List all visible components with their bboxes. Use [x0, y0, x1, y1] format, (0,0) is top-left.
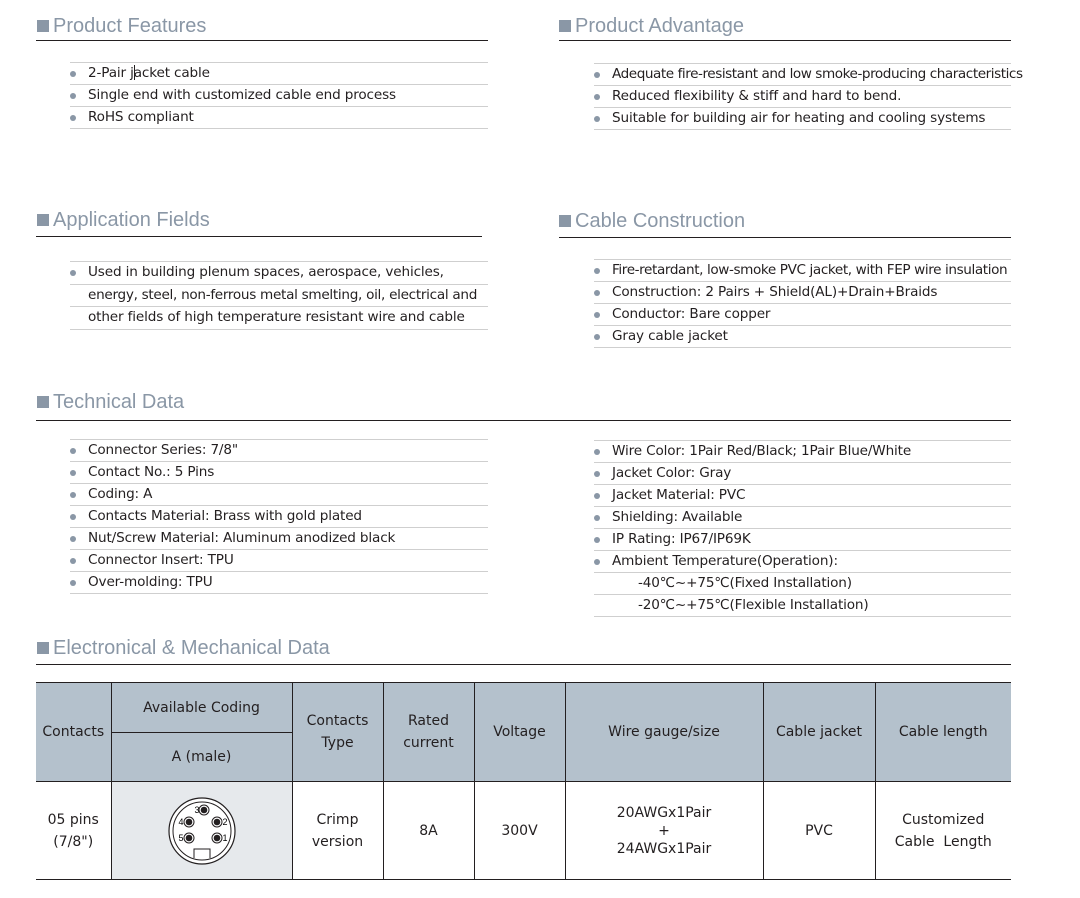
- section-rule: [36, 40, 488, 41]
- section-rule: [36, 664, 1011, 665]
- section-rule: [36, 236, 482, 237]
- bullet-icon: [594, 290, 600, 296]
- list-item: Gray cable jacket: [594, 326, 1011, 348]
- bullet-icon: [70, 580, 76, 586]
- bullet-icon: [594, 493, 600, 499]
- table-row: [36, 782, 1011, 880]
- header-wire-gauge: Wire gauge/size: [565, 683, 763, 782]
- list-item: Jacket Color: Gray: [594, 463, 1011, 485]
- header-contacts-type: Contacts Type: [292, 683, 383, 782]
- pin-3: [199, 805, 209, 815]
- cell-pin-diagram: [111, 782, 292, 880]
- list-item: Single end with customized cable end process: [70, 85, 488, 107]
- bullet-icon: [594, 471, 600, 477]
- connector-pinout-icon: [167, 796, 237, 866]
- bullet-icon: [594, 116, 600, 122]
- electrical-mechanical-table: [36, 682, 1011, 880]
- pin-label-1: 1: [221, 832, 228, 843]
- header-contacts: Contacts: [36, 683, 111, 782]
- technical-data-left-list: [70, 439, 488, 594]
- list-item: Shielding: Available: [594, 507, 1011, 529]
- cell-cable-jacket: PVC: [763, 782, 875, 880]
- list-item: Ambient Temperature(Operation):: [594, 551, 1011, 573]
- bullet-icon: [70, 270, 76, 276]
- bullet-icon: [594, 515, 600, 521]
- cell-contacts-type: Crimp version: [292, 782, 383, 880]
- bullet-icon: [594, 559, 600, 565]
- bullet-icon: [70, 492, 76, 498]
- list-item: Nut/Screw Material: Aluminum anodized black: [70, 528, 488, 550]
- section-title-product-features: Product Features: [37, 14, 206, 38]
- list-sub-item: -20℃~+75℃(Flexible Installation): [594, 595, 1011, 617]
- bullet-icon: [70, 448, 76, 454]
- list-item: Contacts Material: Brass with gold plated: [70, 506, 488, 528]
- list-item: [70, 63, 488, 85]
- section-rule: [36, 420, 1011, 421]
- list-item: Fire-retardant, low-smoke PVC jacket, with FEP wire insulation: [594, 260, 1011, 282]
- application-fields-list: [70, 261, 488, 330]
- bullet-icon: [70, 93, 76, 99]
- section-square-icon: [37, 214, 49, 226]
- bullet-icon: [594, 312, 600, 318]
- cell-cable-length: Customized Cable Length: [875, 782, 1011, 880]
- pin-4: [184, 817, 194, 827]
- list-item: RoHS compliant: [70, 107, 488, 129]
- product-advantage-list: [594, 63, 1023, 130]
- section-title-cable-construction: Cable Construction: [559, 209, 745, 233]
- section-title-electrical-mechanical: Electronical & Mechanical Data: [37, 636, 330, 660]
- list-item-continuation: energy, steel, non-ferrous metal smelting, oil, electrical and: [70, 285, 488, 308]
- list-item: Contact No.: 5 Pins: [70, 462, 488, 484]
- section-square-icon: [559, 20, 571, 32]
- list-item: Connector Insert: TPU: [70, 550, 488, 572]
- list-item-continuation: other fields of high temperature resistant wire and cable: [70, 307, 488, 330]
- list-item: Jacket Material: PVC: [594, 485, 1011, 507]
- feature-text-part1: 2-Pair j: [88, 65, 134, 81]
- bullet-icon: [70, 536, 76, 542]
- cell-contacts: 05 pins (7/8"): [36, 782, 111, 880]
- cell-rated-current: 8A: [383, 782, 474, 880]
- bullet-icon: [594, 268, 600, 274]
- header-cable-jacket: Cable jacket: [763, 683, 875, 782]
- bullet-icon: [70, 558, 76, 564]
- header-available-coding: Available Coding: [111, 683, 292, 733]
- list-item: Adequate fire-resistant and low smoke-producing characteristics: [594, 64, 1011, 86]
- header-voltage: Voltage: [474, 683, 565, 782]
- pin-5: [184, 833, 194, 843]
- list-item: IP Rating: IP67/IP69K: [594, 529, 1011, 551]
- header-coding-a-male: A (male): [111, 733, 292, 782]
- header-cable-length: Cable length: [875, 683, 1011, 782]
- cell-wire-gauge: 20AWGx1Pair + 24AWGx1Pair: [565, 782, 763, 880]
- cable-construction-list: [594, 259, 1011, 348]
- bullet-icon: [70, 470, 76, 476]
- header-rated-current: Rated current: [383, 683, 474, 782]
- bullet-icon: [70, 71, 76, 77]
- bullet-icon: [594, 72, 600, 78]
- pin-label-3: 3: [193, 804, 200, 815]
- list-item: Construction: 2 Pairs + Shield(AL)+Drain+Braids: [594, 282, 1011, 304]
- section-title-technical-data: Technical Data: [37, 390, 184, 414]
- bullet-icon: [594, 334, 600, 340]
- list-item: Conductor: Bare copper: [594, 304, 1011, 326]
- pin-label-2: 2: [221, 816, 228, 827]
- table-header-row: [36, 683, 1011, 733]
- bullet-icon: [594, 449, 600, 455]
- list-item: Used in building plenum spaces, aerospace, vehicles,: [70, 262, 488, 285]
- pin-label-4: 4: [177, 816, 184, 827]
- bullet-icon: [70, 514, 76, 520]
- section-title-product-advantage: Product Advantage: [559, 14, 744, 38]
- feature-text-part2: acket cable: [133, 65, 210, 81]
- list-item: Suitable for building air for heating and cooling systems: [594, 108, 1011, 130]
- technical-data-right-list: [594, 440, 1011, 617]
- section-title-application-fields: Application Fields: [37, 208, 210, 232]
- list-item: Coding: A: [70, 484, 488, 506]
- list-item: Connector Series: 7/8": [70, 440, 488, 462]
- section-square-icon: [37, 396, 49, 408]
- list-item: Reduced flexibility & stiff and hard to bend.: [594, 86, 1011, 108]
- pin-label-5: 5: [177, 832, 184, 843]
- section-rule: [559, 40, 1011, 41]
- section-square-icon: [37, 20, 49, 32]
- cell-voltage: 300V: [474, 782, 565, 880]
- list-item: Wire Color: 1Pair Red/Black; 1Pair Blue/White: [594, 441, 1011, 463]
- list-item: Over-molding: TPU: [70, 572, 488, 594]
- section-square-icon: [559, 215, 571, 227]
- list-sub-item: -40℃~+75℃(Fixed Installation): [594, 573, 1011, 595]
- section-square-icon: [37, 642, 49, 654]
- bullet-icon: [594, 537, 600, 543]
- bullet-icon: [70, 115, 76, 121]
- product-features-list: [70, 62, 488, 129]
- pin-2: [212, 817, 222, 827]
- pin-1: [212, 833, 222, 843]
- bullet-icon: [594, 94, 600, 100]
- section-rule: [559, 237, 1011, 238]
